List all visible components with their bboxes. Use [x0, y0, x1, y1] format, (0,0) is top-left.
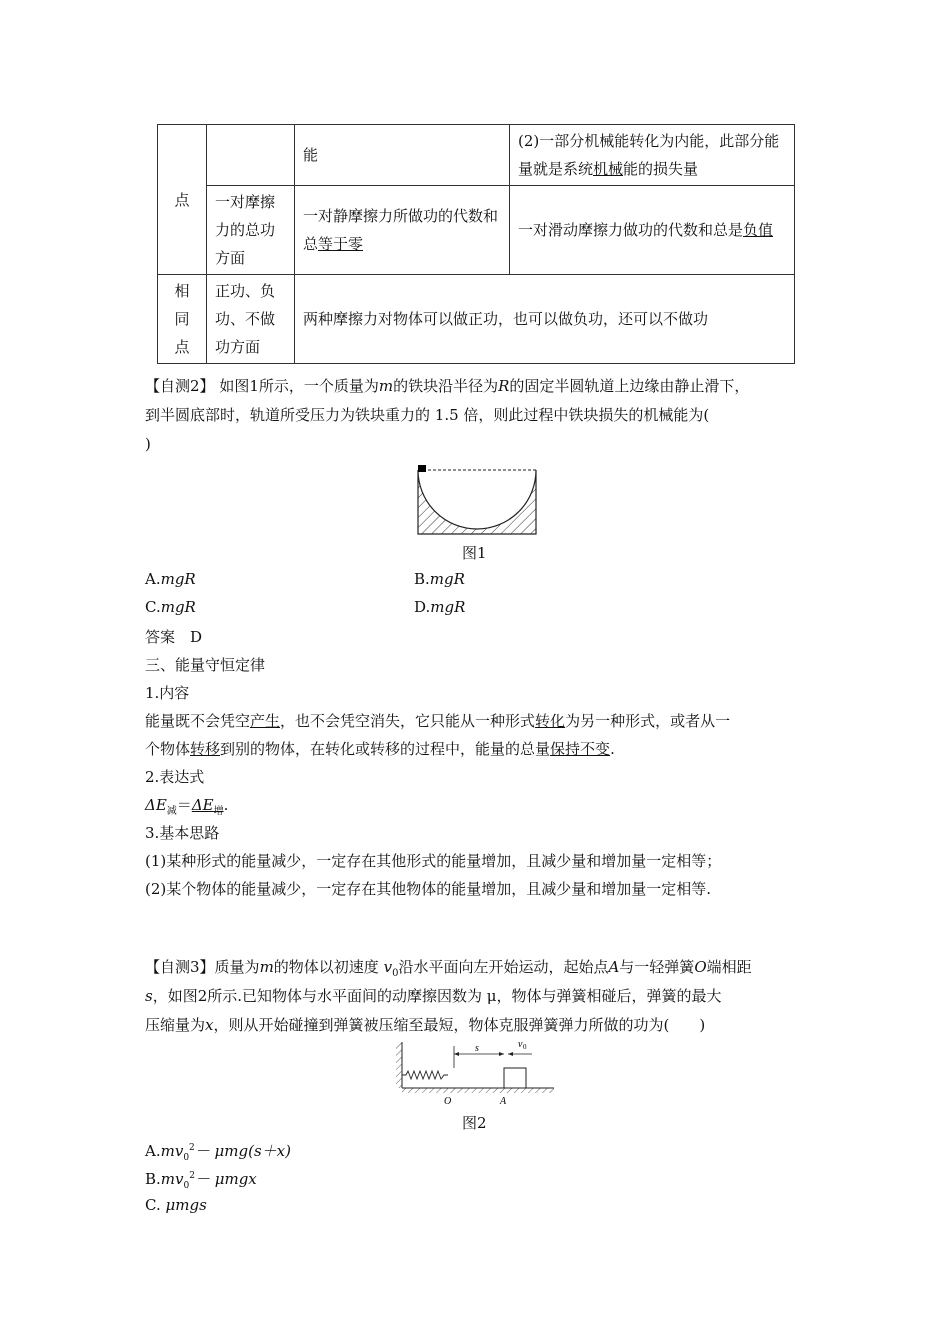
underlined-answer: 转化	[535, 712, 566, 730]
math-var: v	[383, 958, 393, 976]
option-text: mv	[160, 1142, 184, 1160]
text: ，如图2所示.已知物体与水平面间的动摩擦因数为 μ，物体与弹簧相碰后，弹簧的最大	[152, 987, 722, 1005]
option-text: － μmgx	[194, 1170, 257, 1188]
math-var: x	[205, 1016, 214, 1034]
math-op: .	[223, 796, 229, 814]
table-row	[158, 275, 795, 364]
option-b[interactable]	[414, 570, 465, 588]
question-3-line-2	[145, 982, 722, 1011]
text: 压缩量为	[145, 1016, 206, 1034]
table-cell-text: 一对静摩擦力所做功的代数和总	[303, 207, 499, 253]
figure-label-s: s	[475, 1043, 479, 1054]
figure-label-a: A	[500, 1096, 507, 1106]
underlined-answer: 保持不变	[550, 740, 611, 758]
text: 为另一种形式，或者从一	[565, 712, 731, 730]
math-sub: 0	[183, 1153, 190, 1163]
figure-1-caption: 图1	[462, 544, 487, 562]
option-text: － μmg(s＋x)	[194, 1142, 291, 1160]
option-label: C.	[145, 598, 161, 616]
approach-item-1: (1)某种形式的能量减少，一定存在其他形式的能量增加，且减少量和增加量一定相等；	[145, 852, 722, 870]
subheading-content: 1.内容	[145, 684, 190, 702]
table-cell	[207, 125, 295, 186]
table-cell-text: 能的损失量	[623, 160, 699, 178]
text: 的物体以初速度	[273, 958, 384, 976]
text: 个物体	[145, 740, 191, 758]
math-var: ΔE	[191, 796, 214, 814]
option-d[interactable]	[414, 598, 465, 616]
math-var: R	[498, 377, 510, 395]
table-row	[158, 125, 795, 186]
table-cell-text: 两种摩擦力对物体可以做正功，也可以做负功，还可以不做功	[303, 310, 709, 328]
question-text: 的固定半圆轨道上边缘由静止滑下，	[509, 377, 750, 395]
math-var: m	[259, 958, 274, 976]
figure-label-v: v	[518, 1039, 523, 1050]
math-var: O	[694, 958, 707, 976]
option-text: mv	[160, 1170, 184, 1188]
text: 与一轻弹簧	[619, 958, 695, 976]
question-2-line-3	[145, 430, 151, 459]
table-cell-text: 一对摩擦力的总功方面	[215, 193, 276, 267]
text: 质量为	[214, 958, 260, 976]
question-label: 【自测3】	[145, 958, 215, 976]
question-text: 的铁块沿半径为	[393, 377, 499, 395]
table-cell-text: 相同点	[174, 282, 190, 356]
text: 到别的物体，在转化或转移的过程中，能量的总量	[220, 740, 551, 758]
math-var: s	[145, 987, 153, 1005]
underlined-answer: 机械	[593, 160, 624, 178]
underlined-answer: 转移	[190, 740, 221, 758]
table-cell	[510, 186, 795, 275]
table-cell	[510, 125, 795, 186]
question-2-line-2	[145, 401, 709, 430]
comparison-table	[157, 124, 795, 364]
text: ，也不会凭空消失，它只能从一种形式	[280, 712, 536, 730]
table-cell	[207, 275, 295, 364]
figure-2-spring-block	[392, 1038, 560, 1106]
table-cell-text: 一对滑动摩擦力做功的代数和总是	[518, 221, 744, 239]
option-c[interactable]	[145, 1196, 207, 1214]
table-cell-text: 能	[303, 146, 319, 164]
option-a[interactable]	[145, 570, 196, 588]
subheading-approach: 3.基本思路	[145, 824, 220, 842]
table-cell-text: 正功、负功、不做功方面	[215, 282, 276, 356]
table-cell	[207, 186, 295, 275]
energy-expression	[145, 794, 228, 817]
figure-label-v-subscript: 0	[523, 1043, 527, 1051]
table-cell	[295, 186, 510, 275]
answer-line: 答案 D	[145, 628, 203, 646]
subheading-expression: 2.表达式	[145, 768, 205, 786]
option-label: A.	[145, 570, 161, 588]
table-cell	[295, 125, 510, 186]
underlined-answer: 等于零	[318, 235, 364, 253]
option-label: B.	[414, 570, 430, 588]
table-cell-text: 点	[174, 190, 190, 209]
option-b[interactable]	[145, 1168, 257, 1191]
text: .	[610, 740, 615, 758]
math-sup: 2	[189, 1171, 195, 1181]
option-text: mgR	[160, 598, 196, 616]
paragraph-line	[145, 710, 730, 731]
table-cell	[295, 275, 795, 364]
text: 能量既不会凭空	[145, 712, 251, 730]
text: ，则从开始碰撞到弹簧被压缩至最短，物体克服弹簧弹力所做的功为( )	[213, 1016, 706, 1034]
figure-2-caption: 图2	[462, 1114, 487, 1132]
math-var: ΔE	[145, 796, 167, 814]
math-op: ＝	[176, 796, 192, 814]
figure-1-semicircle-track	[414, 462, 540, 536]
text: 端相距	[706, 958, 752, 976]
underlined-answer: 产生	[250, 712, 281, 730]
math-sup: 2	[189, 1143, 195, 1153]
option-text: mgR	[429, 570, 465, 588]
question-text: )	[145, 435, 151, 453]
math-sub: 增	[213, 806, 224, 817]
table-row	[158, 186, 795, 275]
option-label: A.	[145, 1142, 161, 1160]
math-var: m	[378, 377, 394, 395]
option-text: μmgs	[165, 1196, 207, 1214]
math-var: A	[608, 958, 620, 976]
option-text: mgR	[430, 598, 466, 616]
figure-label-o: O	[444, 1096, 452, 1106]
text: 沿水平面向左开始运动，起始点	[398, 958, 609, 976]
approach-item-2: (2)某个物体的能量减少，一定存在其他物体的能量增加，且减少量和增加量一定相等.	[145, 880, 712, 898]
option-label: D.	[414, 598, 431, 616]
question-label: 【自测2】	[145, 377, 215, 395]
math-sub: 0	[183, 1181, 190, 1191]
table-cell	[158, 275, 207, 364]
table-cell	[158, 125, 207, 275]
section-heading: 三、能量守恒定律	[145, 656, 266, 674]
math-sub: 减	[166, 806, 177, 817]
option-c[interactable]	[145, 598, 196, 616]
question-3-line-3	[145, 1011, 705, 1040]
underlined-answer: 负值	[743, 221, 774, 239]
option-a[interactable]	[145, 1140, 291, 1163]
question-text: 到半圆底部时，轨道所受压力为铁块重力的 1.5 倍，则此过程中铁块损失的机械能为(	[145, 406, 710, 424]
paragraph-line	[145, 738, 615, 759]
math-sub: 0	[392, 968, 399, 979]
option-label: C.	[145, 1196, 161, 1214]
option-text: mgR	[160, 570, 196, 588]
option-label: B.	[145, 1170, 161, 1188]
question-2-line-1	[145, 372, 749, 401]
table-cell-text: (2)一部分机械能转化为内能，此部分能量就是系统	[518, 132, 780, 178]
question-text: 如图1所示，一个质量为	[219, 377, 379, 395]
